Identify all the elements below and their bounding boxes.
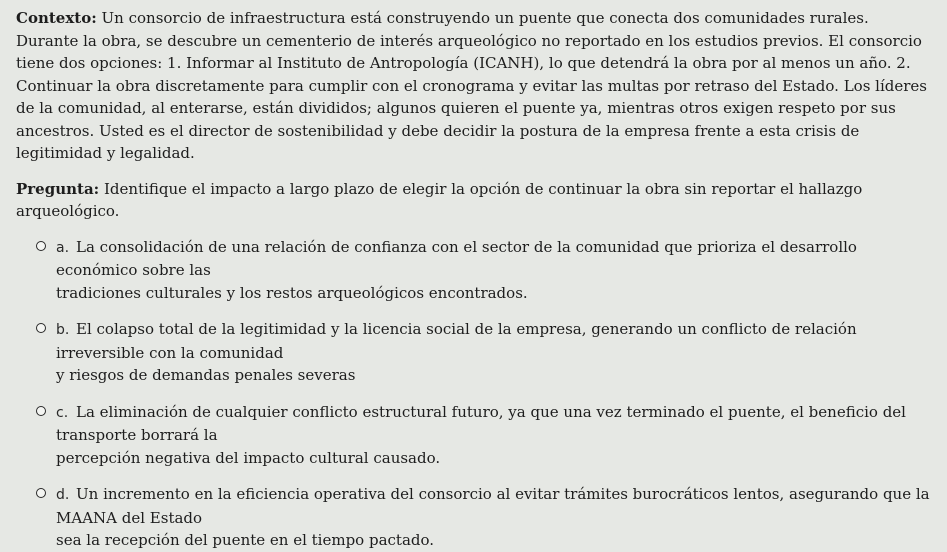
question-label: Pregunta: — [16, 179, 100, 198]
option-a[interactable] — [16, 236, 933, 305]
radio-button-d[interactable] — [36, 488, 46, 498]
option-text-line1: Un incremento en la eficiencia operativa del consorcio al evitar trámites burocráticos lentos, asegurando que la MAANA del Estado — [56, 485, 930, 527]
answer-options — [16, 236, 933, 552]
option-b[interactable] — [16, 318, 933, 387]
context-paragraph — [16, 7, 933, 165]
option-letter: b. — [56, 322, 70, 338]
option-text-line2: sea la recepción del puente en el tiempo pactado. — [56, 531, 435, 549]
option-c[interactable] — [16, 401, 933, 470]
radio-button-c[interactable] — [36, 406, 46, 416]
radio-button-a[interactable] — [36, 241, 46, 251]
option-letter: d. — [56, 487, 70, 503]
option-text-line2: tradiciones culturales y los restos arqueológicos encontrados. — [56, 283, 528, 302]
option-text-line1: La consolidación de una relación de confianza con el sector de la comunidad que prioriza el desarrollo económico sobre las — [56, 237, 857, 279]
option-text-line2: y riesgos de demandas penales severas — [56, 366, 356, 384]
question-paragraph — [16, 178, 933, 222]
option-letter: c. — [56, 404, 69, 421]
option-text-line1: La eliminación de cualquier conflicto estructural futuro, ya que una vez terminado el puente, el beneficio del transporte borrará la — [56, 402, 906, 444]
option-d[interactable] — [16, 483, 933, 552]
option-letter: a. — [56, 239, 70, 256]
option-text-line2: percepción negativa del impacto cultural causado. — [56, 448, 441, 467]
context-text: Un consorcio de infraestructura está construyendo un puente que conecta dos comunidades rurales. Durante la obra, se descubre un cementerio de interés arqueológico no reportado en los estudios previos. El consorcio tiene dos opciones: 1. Informar al Instituto de Antropología (ICANH), lo que detendrá la obra por al menos un año. 2. Continuar la obra discretamente para cumplir con el cronograma y evitar las multas por retraso del Estado. Los líderes de la comunidad, al enterarse, están divididos; algunos quieren el puente ya, mientras otros exigen respeto por sus ancestros. Usted es el director de sostenibilidad y debe decidir la postura de la empresa frente a esta crisis de legitimidad y legalidad. — [16, 9, 927, 162]
context-label: Contexto: — [16, 9, 97, 27]
radio-button-b[interactable] — [36, 323, 46, 333]
option-text-line1: El colapso total de la legitimidad y la licencia social de la empresa, generando un conflicto de relación irreversible con la comunidad — [56, 320, 857, 362]
question-text: Identifique el impacto a largo plazo de elegir la opción de continuar la obra sin reportar el hallazgo arqueológico. — [16, 179, 863, 220]
